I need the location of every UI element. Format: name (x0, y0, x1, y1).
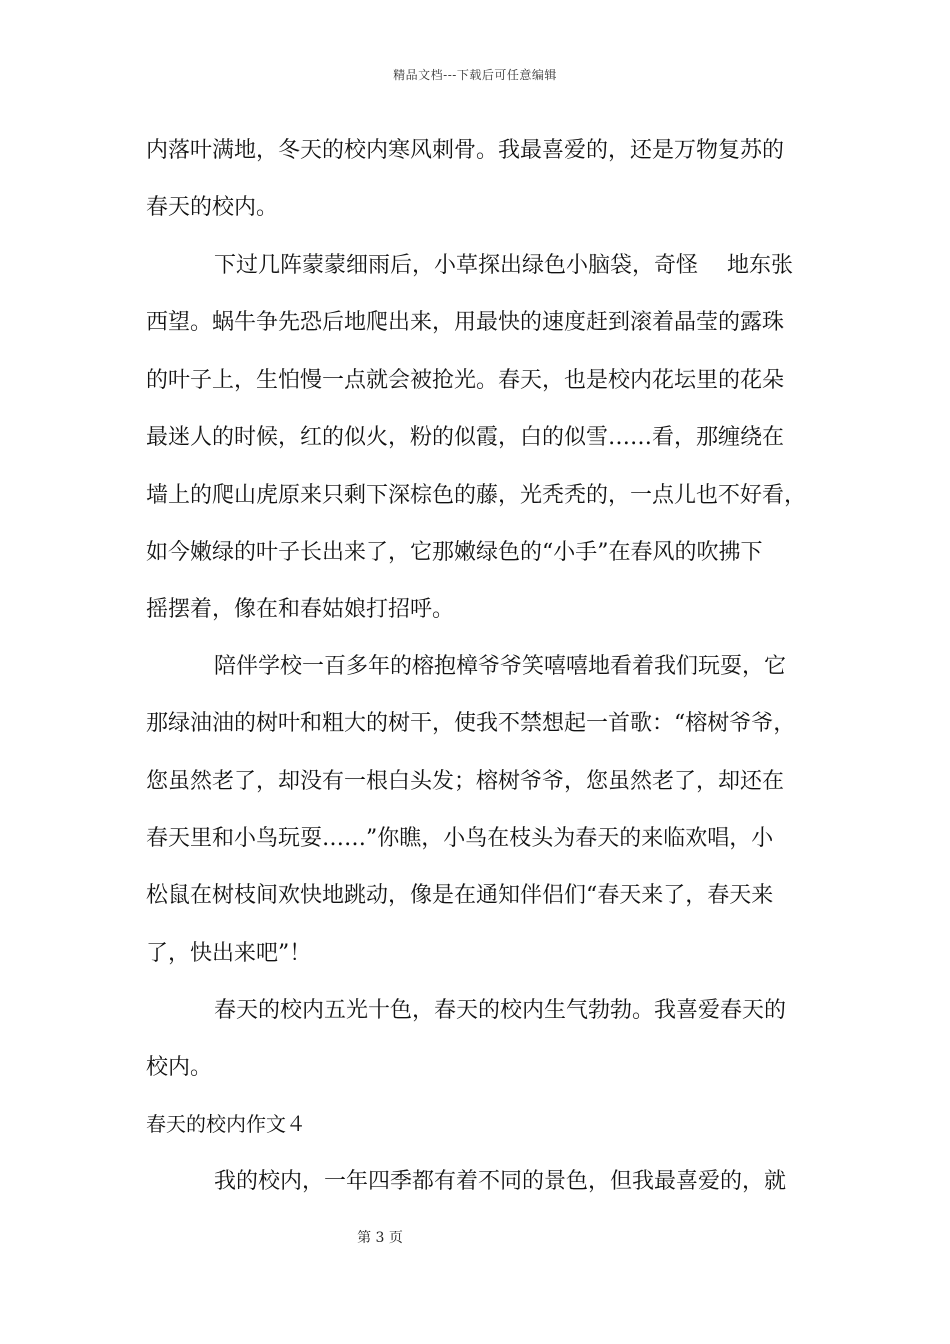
page-header: 精品文档---下载后可任意编辑 (393, 68, 557, 82)
paragraph-first-line: 下过几阵蒙蒙细雨后，小草探出绿色小脑袋，奇怪 地东张 (214, 253, 793, 278)
page-number: 第 3 页 (357, 1230, 403, 1246)
text-line: 最迷人的时候，红的似火，粉的似霞，白的似雪……看，那缠绕在 (146, 425, 785, 450)
text-line: 校内。 (146, 1055, 213, 1080)
text-line: 了，快出来吧”！ (146, 941, 312, 966)
text-line: 的叶子上，生怕慢一点就会被抢光。春天，也是校内花坛里的花朵 (146, 368, 785, 393)
text-line: 摇摆着，像在和春姑娘打招呼。 (146, 597, 455, 622)
text-line: 内落叶满地，冬天的校内寒风刺骨。我最喜爱的，还是万物复苏的 (146, 138, 785, 163)
text-line: 您虽然老了，却没有一根白头发；榕树爷爷，您虽然老了，却还在 (146, 769, 785, 794)
text-line: 如今嫩绿的叶子长出来了，它那嫩绿色的“小手”在春风的吹拂下 (146, 540, 763, 565)
paragraph-first-line: 陪伴学校一百多年的榕抱樟爷爷笑嘻嘻地看着我们玩耍，它 (214, 654, 787, 679)
text-line: 那绿油油的树叶和粗大的树干，使我不禁想起一首歌：“榕树爷爷， (146, 711, 796, 736)
text-line: 松鼠在树枝间欢快地跳动，像是在通知伴侣们“春天来了，春天来 (146, 883, 774, 908)
text-line: 西望。蜗牛争先恐后地爬出来，用最快的速度赶到滚着晶莹的露珠 (146, 310, 785, 335)
paragraph-first-line: 春天的校内五光十色，春天的校内生气勃勃。我喜爱春天的 (214, 998, 787, 1023)
paragraph-first-line: 我的校内，一年四季都有着不同的景色，但我最喜爱的，就 (214, 1169, 787, 1194)
section-heading: 春天的校内作文４ (146, 1112, 306, 1136)
text-line: 春天的校内。 (146, 195, 279, 220)
text-line: 墙上的爬山虎原来只剩下深棕色的藤，光秃秃的，一点儿也不好看， (146, 483, 807, 508)
text-line: 春天里和小鸟玩耍……”你瞧，小鸟在枝头为春天的来临欢唱，小 (146, 826, 774, 851)
